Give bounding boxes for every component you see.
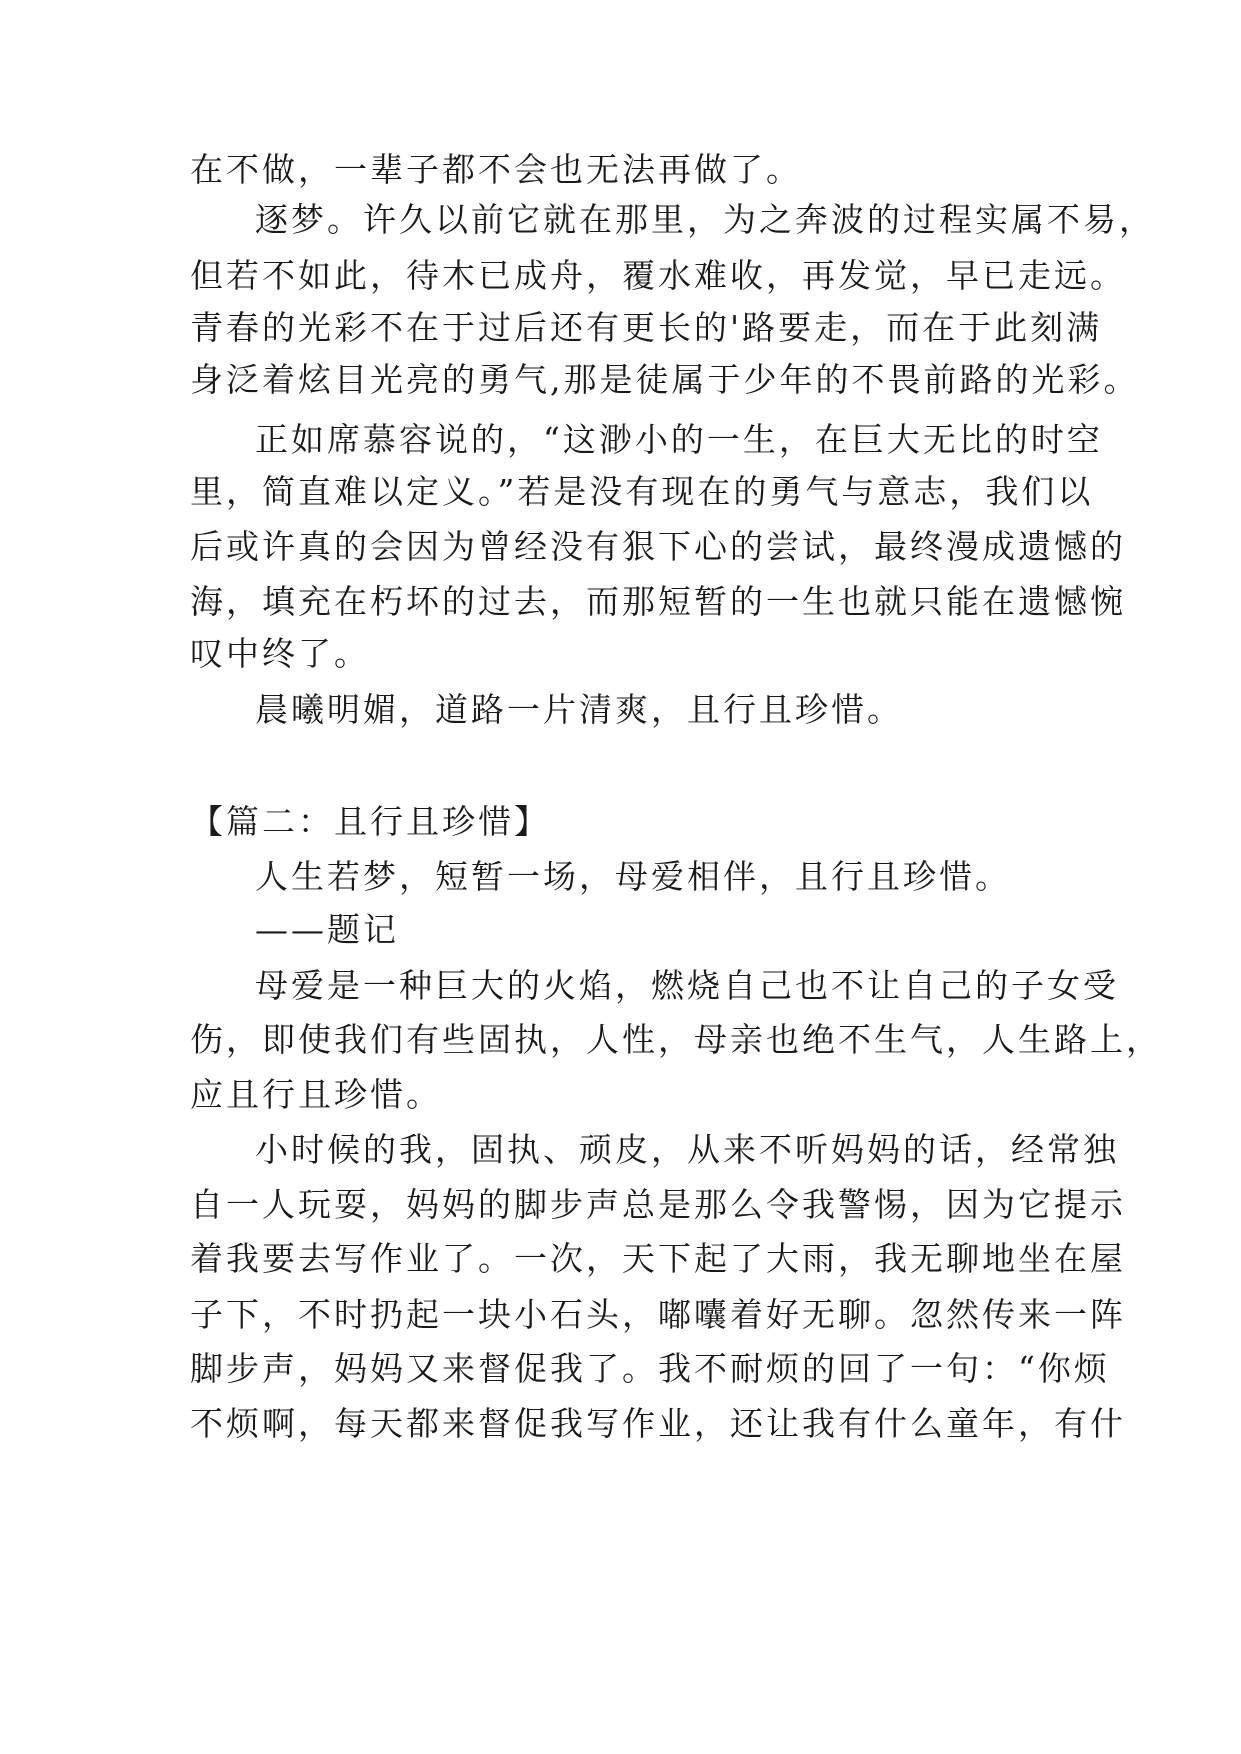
text-line: 青春的光彩不在于过后还有更长的'路要走，而在于此刻满 xyxy=(190,308,1103,347)
paragraph-start: 母爱是一种巨大的火焰，燃烧自己也不让自己的子女受 xyxy=(255,966,1119,1005)
text-line: 身泛着炫目光亮的勇气,那是徒属于少年的不畏前路的光彩。 xyxy=(190,360,1140,399)
text-line: 不烦啊，每天都来督促我写作业，还让我有什么童年，有什 xyxy=(190,1404,1126,1443)
text-line: 后或许真的会因为曾经没有狠下心的尝试，最终漫成遗憾的 xyxy=(190,527,1126,566)
text-line: 脚步声，妈妈又来督促我了。我不耐烦的回了一句：“你烦 xyxy=(190,1349,1110,1388)
text-line: 自一人玩耍，妈妈的脚步声总是那么令我警惕，因为它提示 xyxy=(190,1185,1126,1224)
text-line: 里，简直难以定义。”若是没有现在的勇气与意志，我们以 xyxy=(190,472,1094,511)
text-line: 在不做，一辈子都不会也无法再做了。 xyxy=(190,150,802,189)
section-heading: 【篇二：且行且珍惜】 xyxy=(190,802,550,841)
paragraph-start: 晨曦明媚，道路一片清爽，且行且珍惜。 xyxy=(255,690,903,729)
text-line: 应且行且珍惜。 xyxy=(190,1075,442,1114)
epigraph: 人生若梦，短暂一场，母爱相伴，且行且珍惜。 xyxy=(255,857,1011,896)
paragraph-start: 逐梦。许久以前它就在那里，为之奔波的过程实属不易， xyxy=(255,200,1155,239)
text-line: 伤，即使我们有些固执，人性，母亲也绝不生气，人生路上， xyxy=(190,1020,1162,1059)
text-line: 叹中终了。 xyxy=(190,634,370,673)
text-line: 但若不如此，待木已成舟，覆水难收，再发觉，早已走远。 xyxy=(190,256,1126,295)
paragraph-start: 小时候的我，固执、顽皮，从来不听妈妈的话，经常独 xyxy=(255,1130,1119,1169)
text-line: 海，填充在朽坏的过去，而那短暂的一生也就只能在遗憾惋 xyxy=(190,582,1126,621)
epigraph-attribution: ——题记 xyxy=(255,910,399,949)
paragraph-start: 正如席慕容说的，“这渺小的一生，在巨大无比的时空 xyxy=(255,420,1103,459)
text-line: 着我要去写作业了。一次，天下起了大雨，我无聊地坐在屋 xyxy=(190,1239,1126,1278)
text-line: 子下，不时扔起一块小石头，嘟囔着好无聊。忽然传来一阵 xyxy=(190,1295,1126,1334)
